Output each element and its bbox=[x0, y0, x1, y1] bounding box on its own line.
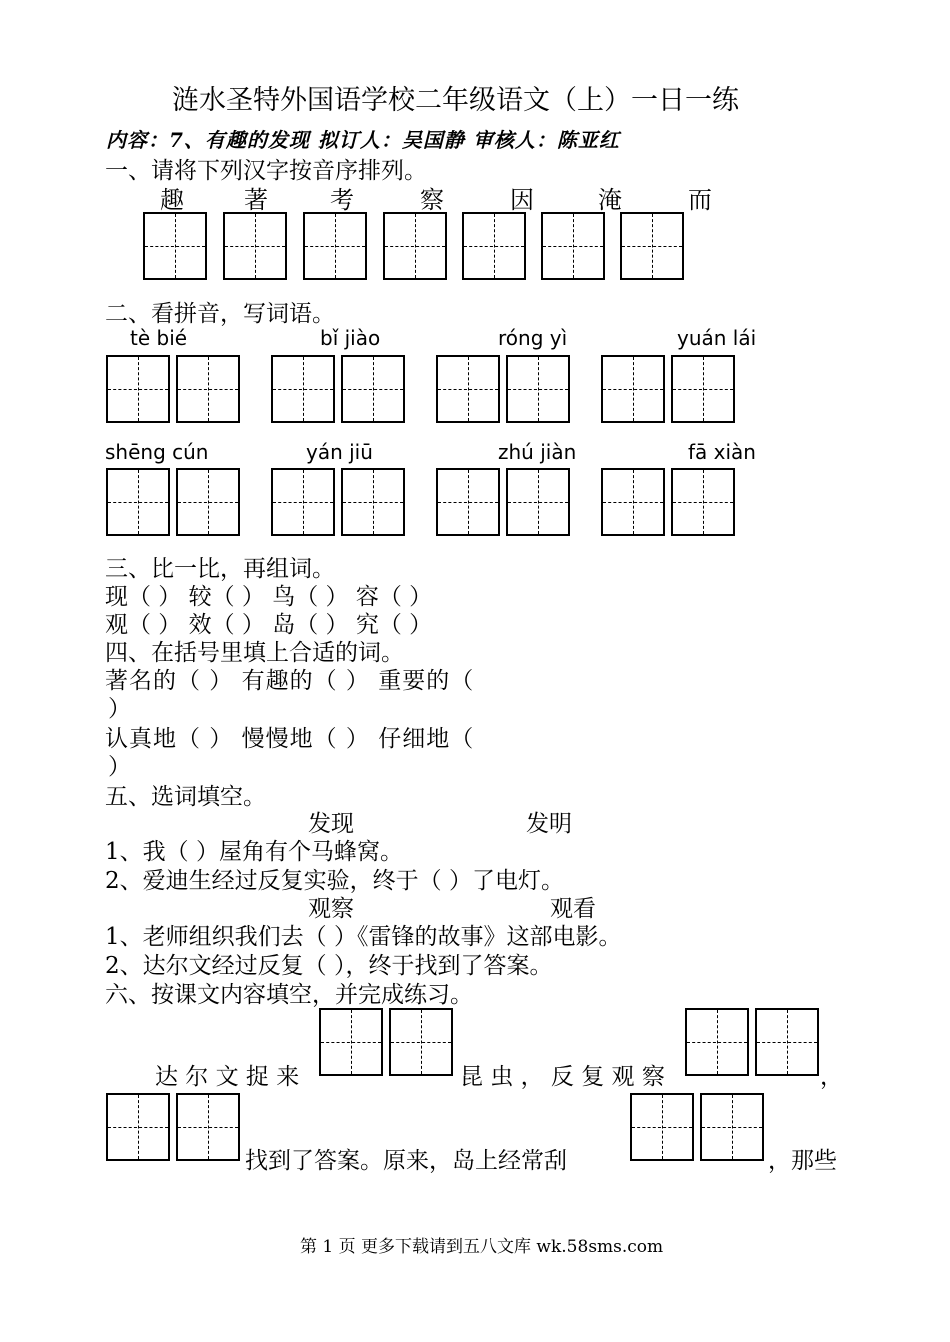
writing-grid[interactable] bbox=[436, 355, 500, 423]
writing-grid[interactable] bbox=[601, 355, 665, 423]
writing-grid[interactable] bbox=[436, 468, 500, 536]
exercise-line: ） bbox=[108, 754, 131, 780]
exercise-line: 1、我（ ）屋角有个马蜂窝。 bbox=[105, 839, 403, 865]
pinyin-label: shēng cún bbox=[105, 440, 209, 464]
word-option: 发现 bbox=[308, 811, 354, 837]
word-option: 观看 bbox=[550, 896, 596, 922]
char-label: 而 bbox=[688, 186, 712, 214]
pinyin-label: tè bié bbox=[130, 326, 188, 350]
char-label: 淹 bbox=[598, 186, 622, 214]
exercise-line: ） bbox=[108, 696, 131, 722]
passage-text: 昆 虫 ， 反 复 观 察 bbox=[460, 1064, 665, 1090]
writing-grid[interactable] bbox=[271, 355, 335, 423]
writing-grid[interactable] bbox=[685, 1008, 749, 1076]
passage-text: 达 尔 文 捉 来 bbox=[155, 1064, 300, 1090]
writing-grid[interactable] bbox=[341, 468, 405, 536]
writing-grid[interactable] bbox=[383, 212, 447, 280]
writing-grid[interactable] bbox=[671, 468, 735, 536]
writing-grid[interactable] bbox=[462, 212, 526, 280]
page-title: 涟水圣特外国语学校二年级语文（上）一日一练 bbox=[172, 85, 739, 116]
writing-grid[interactable] bbox=[389, 1008, 453, 1076]
writing-grid[interactable] bbox=[271, 468, 335, 536]
writing-grid[interactable] bbox=[106, 355, 170, 423]
word-option: 观察 bbox=[308, 896, 354, 922]
section-2-heading: 二、看拼音，写词语。 bbox=[105, 301, 335, 327]
writing-grid[interactable] bbox=[303, 212, 367, 280]
section-3-heading: 三、比一比，再组词。 bbox=[105, 556, 335, 582]
pinyin-label: bǐ jiào bbox=[320, 326, 381, 350]
writing-grid[interactable] bbox=[223, 212, 287, 280]
section-1-heading: 一、请将下列汉字按音序排列。 bbox=[105, 158, 427, 184]
passage-text: 找到了答案。原来，岛上经常刮 bbox=[245, 1148, 567, 1174]
writing-grid[interactable] bbox=[620, 212, 684, 280]
char-label: 察 bbox=[420, 186, 444, 214]
char-label: 趣 bbox=[160, 186, 184, 214]
writing-grid[interactable] bbox=[755, 1008, 819, 1076]
writing-grid[interactable] bbox=[671, 355, 735, 423]
writing-grid[interactable] bbox=[319, 1008, 383, 1076]
writing-grid[interactable] bbox=[700, 1093, 764, 1161]
exercise-line: 著名的（ ） 有趣的（ ） 重要的（ bbox=[105, 668, 475, 694]
writing-grid[interactable] bbox=[541, 212, 605, 280]
pinyin-label: zhú jiàn bbox=[498, 440, 577, 464]
author-info: 内容：7、有趣的发现 拟订人：吴国静 审核人：陈亚红 bbox=[106, 128, 620, 152]
writing-grid[interactable] bbox=[106, 1093, 170, 1161]
pinyin-label: róng yì bbox=[498, 326, 568, 350]
section-4-heading: 四、在括号里填上合适的词。 bbox=[105, 640, 404, 666]
pinyin-label: fā xiàn bbox=[688, 440, 756, 464]
passage-text: ， bbox=[820, 1064, 843, 1090]
exercise-line: 现（ ） 较（ ） 鸟（ ） 容（ ） bbox=[105, 584, 433, 610]
writing-grid[interactable] bbox=[176, 355, 240, 423]
char-label: 考 bbox=[330, 186, 354, 214]
writing-grid[interactable] bbox=[176, 1093, 240, 1161]
writing-grid[interactable] bbox=[630, 1093, 694, 1161]
exercise-line: 1、老师组织我们去（ ）《雷锋的故事》这部电影。 bbox=[105, 924, 622, 950]
exercise-line: 2、爱迪生经过反复实验，终于（ ）了电灯。 bbox=[105, 868, 564, 894]
exercise-line: 认真地（ ） 慢慢地（ ） 仔细地（ bbox=[105, 726, 475, 752]
section-5-heading: 五、选词填空。 bbox=[105, 784, 266, 810]
writing-grid[interactable] bbox=[143, 212, 207, 280]
writing-grid[interactable] bbox=[176, 468, 240, 536]
writing-grid[interactable] bbox=[601, 468, 665, 536]
writing-grid[interactable] bbox=[341, 355, 405, 423]
writing-grid[interactable] bbox=[506, 468, 570, 536]
char-label: 著 bbox=[244, 186, 268, 214]
word-option: 发明 bbox=[526, 811, 572, 837]
passage-text: ，那些 bbox=[768, 1148, 837, 1174]
char-label: 因 bbox=[510, 186, 534, 214]
exercise-line: 2、达尔文经过反复（ ），终于找到了答案。 bbox=[105, 953, 553, 979]
page-footer: 第 1 页 更多下载请到五八文库 wk.58sms.com bbox=[300, 1237, 664, 1257]
section-6-heading: 六、按课文内容填空，并完成练习。 bbox=[105, 982, 473, 1008]
pinyin-label: yuán lái bbox=[677, 326, 757, 350]
exercise-line: 观（ ） 效（ ） 岛（ ） 究（ ） bbox=[105, 612, 433, 638]
pinyin-label: yán jiū bbox=[306, 440, 373, 464]
writing-grid[interactable] bbox=[106, 468, 170, 536]
writing-grid[interactable] bbox=[506, 355, 570, 423]
